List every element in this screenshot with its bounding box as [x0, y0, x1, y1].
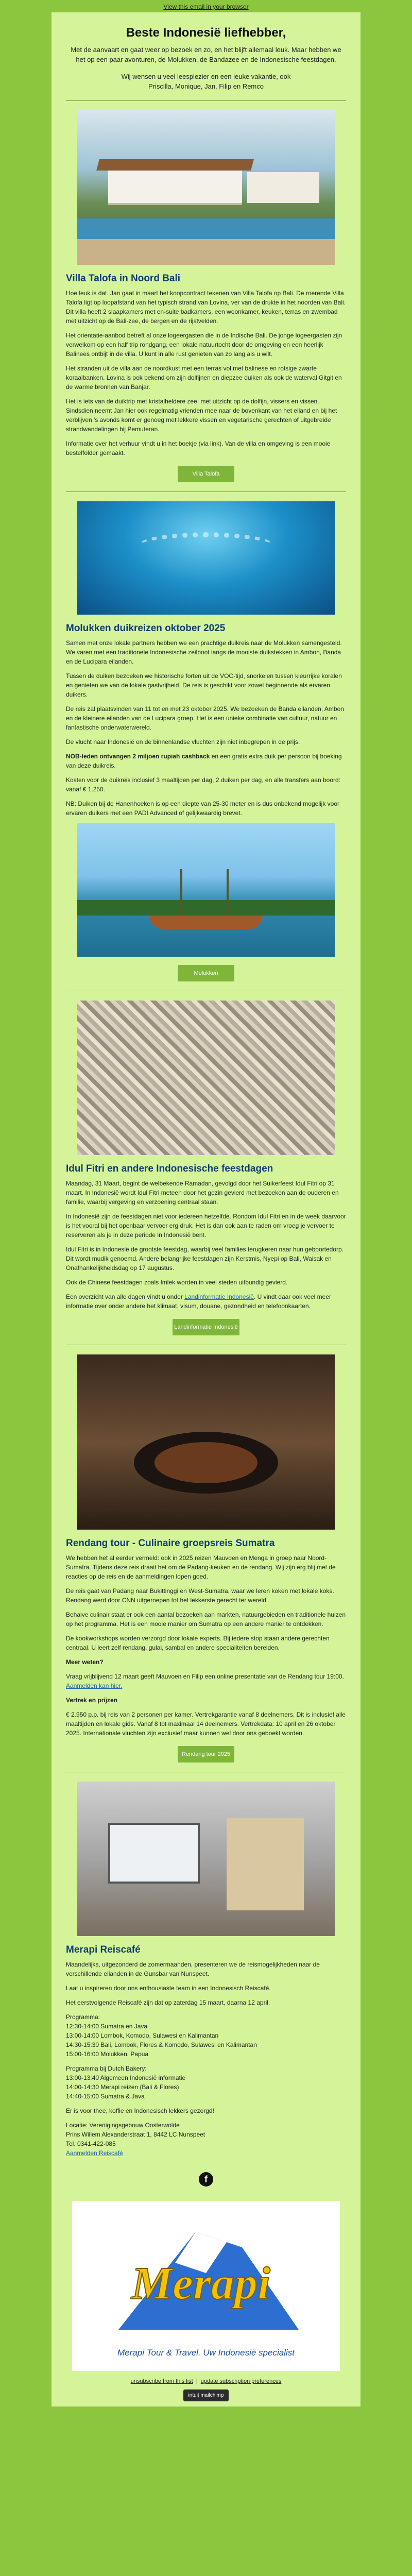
programma-item: 15:00-16:00 Molukken, Papua [66, 2050, 149, 2058]
villa-paragraph: Informatie over het verhuur vindt u in het boekje (via link). Van de villa en omgeving is een mooie bestelfolder gemaakt. [66, 440, 331, 457]
molukken-title: Molukken duikreizen oktober 2025 [66, 623, 226, 634]
top-bar [0, 0, 412, 12]
aanmelden-link[interactable]: Aanmelden kan hier. [66, 1682, 123, 1690]
rendang-paragraph: De reis gaat van Padang naar Bukittinggi en West-Sumatra, waar we leren koken met lokale koks. Rendang werd door CNN uitgeroepen tot het lekkerste gerecht ter wereld. [66, 1587, 334, 1604]
rendang-paragraph: De kookworkshops worden verzorgd door lokale experts. Bij iedere stop staan andere gerechten centraal. U leert zelf rendang, gulai, sambal en andere specialiteiten bereiden. [66, 1635, 330, 1652]
aanmelden-reiscafe-link[interactable]: Aanmelden Reiscafé [66, 2149, 123, 2157]
merapi-logo [72, 2201, 340, 2371]
programma-item: 13:00-14:00 Lombok, Komodo, Sulawesi en Kalimantan [66, 2032, 219, 2040]
rendang-button[interactable]: Rendang tour 2025 [178, 1746, 234, 1762]
svg-text:Merapi: Merapi [131, 2258, 270, 2310]
rendang-paragraph [66, 1672, 346, 1690]
rendang-title: Rendang tour - Culinaire groepsreis Sumatra [66, 1538, 275, 1549]
idul-paragraph: In Indonesië zijn de feestdagen niet voor iedereen hetzelfde. Rondom Idul Fitri en in de week daarvoor is het vooral bij het openbaar vervoer erg druk. Het is dan ook aan te raden om vroeg je vervoer te reserveren als je in deze periode in Indonesië bent. [66, 1213, 346, 1239]
programma-item: 12:30-14:00 Sumatra en Java [66, 2023, 148, 2030]
meer-weten-text: Vraag vrijblijvend 12 maart geeft Mauvoen en Filip een online presentatie van de Rendang tour 19:00. [66, 1673, 344, 1681]
landinformatie-button[interactable]: Landinformatie Indonesië [173, 1319, 239, 1335]
molukken-paragraph: Samen met onze lokale partners hebben we een prachtige duikreis naar de Molukken samengesteld. We varen met een traditionele Indonesische zeilboot langs de mooiste duikstekken in Ambon, Banda en de Lucipara eilanden. [66, 639, 342, 666]
email-container [52, 12, 360, 2406]
molukken-paragraph: Tussen de duiken bezoeken we historische forten uit de VOC-tijd, snorkelen tussen kleurrijke koralen en genieten we van de lokale gastvrijheid. De reis is geschikt voor zowel beginnende als ervaren duikers. [66, 672, 342, 699]
reiscafe-paragraph: Er is voor thee, koffie en Indonesisch lekkers gezorgd! [66, 2107, 214, 2115]
programma-item: 14:30-15:30 Bali, Lombok, Flores & Komodo, Sulawesi en Kalimantan [66, 2041, 257, 2049]
divider [66, 100, 346, 101]
meer-weten-heading: Meer weten? [66, 1658, 104, 1666]
reiscafe-paragraph: Laat u inspireren door ons enthousiaste team in een Indonesisch Reiscafé. [66, 1985, 271, 1992]
facebook-icon[interactable]: f [199, 2172, 213, 2187]
villa-photo [77, 110, 335, 265]
signature [66, 72, 346, 92]
rendang-subhead [66, 1696, 346, 1705]
locatie-phone: Tel. 0341-422-085 [66, 2140, 116, 2148]
crowd-photo [77, 1001, 335, 1155]
idul-paragraph: Idul Fitri is in Indonesië de grootste feestdag, waarbij veel families terugkeren naar hun geboortedorp. Dit wordt mudik genoemd. Andere belangrijke feestdagen zijn Kerstmis, Nyepi op Bali, Waisak en Onafhankelijkheidsdag op 17 augustus. [66, 1246, 344, 1272]
villa-button[interactable]: Villa Talofa [178, 466, 234, 482]
idul-paragraph: Ook de Chinese feestdagen zoals Imlek worden in veel steden uitbundig gevierd. [66, 1279, 288, 1286]
landinformatie-link[interactable]: Landinformatie Indonesië [184, 1293, 254, 1301]
mailchimp-brand [52, 2389, 360, 2406]
reiscafe-title: Merapi Reiscafé [66, 1944, 141, 1956]
programma2-list [66, 2064, 346, 2101]
view-in-browser-link[interactable]: View this email in your browser [163, 3, 249, 10]
greeting-title: Beste Indonesië liefhebber, [126, 26, 286, 40]
idul-paragraph [66, 1292, 346, 1311]
villa-paragraph: Het is iets van de duiktrip met kristalheldere zee, met uitzicht op de dolfijn, vissers en vissen. Sindsdien neemt Jan hier ook regelmatig vrienden mee naar de bovenkant van het eiland en bij het verblijven 's avonds komt er genoeg met lekkere vissen en vegetarische gerechten of uitgebreide strandwandelingen bij Pemuteran. [66, 398, 337, 433]
rendang-paragraph: € 2.950 p.p. bij reis van 2 personen per kamer. Vertrekgarantie vanaf 8 deelnemers. Dit is inclusief alle maaltijden en lokale gids. Vanaf 8 tot maximaal 14 deelnemers. Vertrekdata: 10 april en 26 oktober 2025. Internationale vluchten zijn exclusief maar kunnen wel door ons geboekt worden. [66, 1711, 346, 1737]
rendang-subhead [66, 1657, 346, 1667]
molukken-paragraph [66, 752, 346, 770]
cooking-photo [77, 1354, 335, 1530]
programma-list [66, 2012, 346, 2059]
molukken-paragraph: De reis zal plaatsvinden van 11 tot en met 23 oktober 2025. We bezoeken de Banda eilanden, Ambon en de kleinere eilanden van de Lucipara groep. Het is een unieke combinatie van cultuur, natuur en fantastische onderwaterwereld. [66, 705, 344, 732]
molukken-paragraph: De vlucht naar Indonesië en de binnenlandse vluchten zijn niet inbegrepen in de prijs. [66, 738, 300, 746]
rendang-paragraph: We hebben het al eerder vermeld: ook in 2025 reizen Mauvoen en Menga in groep naar Noord-Sumatra. Tijdens deze reis draait het om de Padang-keuken en de rendang. Wij zijn erg blij met de reacties op de reis en de aanmeldingen lopen goed. [66, 1554, 336, 1581]
nob-rest: en een gratis extra duik per persoon bij boeking van deze duikreis. [66, 753, 342, 770]
intro-text: Met de aanvaart en gaat weer op bezoek en zo, en het blijft allemaal leuk. Maar hebben we het op een paar avonturen, de Molukken, de Bandazee en de Indonesische feestdagen. [71, 46, 341, 63]
molukken-paragraph: NB: Duiken bij de Hanenhoeken is op een diepte van 25-30 meter en is dus onbekend mogelijk voor ervaren duikers met een PADI Advanced of gelijkwaardig brevet. [66, 800, 339, 817]
reiscafe-paragraph: Het eerstvolgende Reiscafé zijn dat op zaterdag 15 maart, daarna 12 april. [66, 1999, 270, 2007]
locatie-address: Prins Willem Alexanderstraat 1, 8442 LC Nunspeet [66, 2131, 205, 2139]
molukken-paragraph: Kosten voor de duikreis inclusief 3 maaltijden per dag, 2 duiken per dag, en alle transfers aan boord: vanaf € 1.250. [66, 776, 340, 793]
prijs-heading: Vertrek en prijzen [66, 1697, 118, 1704]
villa-paragraph: Hoe leuk is dat. Jan gaat in maart het koopcontract tekenen van Villa Talofa op Bali. De roerende Villa Talofa ligt op loopafstand van het typisch strand van Lovina, ver van de drukte in het noorden van Bali. Dit villa heeft 2 slaapkamers met en-suite badkamers, een woonkamer, keuken, terras en zwembad met uitzicht op de Bali-zee, de bergen en de rijstvelden. [66, 290, 346, 325]
social-bar [52, 2163, 360, 2196]
svg-text:Merapi Tour & Travel. Uw Indon: Merapi Tour & Travel. Uw Indonesië specialist [117, 2348, 295, 2358]
villa-title: Villa Talofa in Noord Bali [66, 273, 181, 284]
idul-title: Idul Fitri en andere Indonesische feestdagen [66, 1163, 273, 1175]
preferences-link[interactable]: update subscription preferences [200, 2378, 282, 2385]
reiscafe-paragraph: Maandelijks, uitgezonderd de zomermaanden, presenteren we de reismogelijkheden naar de verschillende eilanden in de Gunsbar van Nunspeet. [66, 1961, 320, 1978]
locatie-heading: Locatie: Verenigingsgebouw Oosterwolde [66, 2122, 180, 2129]
sailboat-photo [77, 823, 335, 957]
underwater-fish-photo [77, 501, 335, 615]
programma2-heading: Programma bij Dutch Bakery: [66, 2065, 147, 2073]
programma2-item: 14:40-15:00 Sumatra & Java [66, 2093, 145, 2100]
idul-post: . U vindt daar ook veel meer informatie over onder andere het klimaat, visum, douane, gezondheid en telefoonkaarten. [66, 1293, 331, 1310]
reiscafe-photo [77, 1782, 335, 1936]
locatie-block [66, 2121, 346, 2158]
merapi-logo-graphic [72, 2201, 340, 2371]
villa-paragraph: Het stranden uit de villa aan de noordkust met een terras vol met balinese en rotsige zwarte koraalbanken. Lovina is ook bekend om zijn dolfijnen en diepzee duiken als ook de waterval Gitgit en de warme bronnen van Banjar. [66, 365, 342, 391]
villa-paragraph: Het orientatie-aanbod betreft al onze logeergasten die in de Indische Bali. De jonge logeergasten zijn verwelkom op een half trip rondgang, een lokale natuurtocht door de omgeving en een heerlijk Balinees ontbijt in de villa. U kunt in alle rust genieten van zo lang als u wilt. [66, 332, 342, 358]
nob-bold: NOB-leden ontvangen 2 miljoen rupiah cashback [66, 753, 210, 760]
idul-pre: Een overzicht van alle dagen vindt u onder [66, 1293, 185, 1301]
programma2-item: 13:00-13:40 Algemeen Indonesië informatie [66, 2074, 186, 2082]
unsubscribe-link[interactable]: unsubscribe from this list [130, 2378, 193, 2385]
sig-line-1: Wij wensen u veel leesplezier en een leuke vakantie, ook [121, 72, 291, 80]
mailchimp-badge[interactable]: intuit mailchimp [183, 2389, 229, 2401]
sig-line-2: Priscilla, Monique, Jan, Filip en Remco [148, 82, 264, 90]
molukken-button[interactable]: Molukken [178, 965, 234, 981]
footer: unsubscribe from this list | update subscription preferences [130, 2378, 282, 2385]
programma2-item: 14:00-14:30 Merapi reizen (Bali & Flores) [66, 2083, 179, 2091]
programma-heading: Programma: [66, 2013, 100, 2021]
rendang-paragraph: Behalve culinair staat er ook een aantal bezoeken aan markten, natuurgebieden en traditionele huizen op het programma. Het is een mooie manier om Sumatra op een andere manier te ontdekken. [66, 1611, 346, 1628]
idul-paragraph: Maandag, 31 Maart, begint de welbekende Ramadan, gevolgd door het Suikerfeest Idul Fitri op 31 maart. In Indonesië wordt Idul Fitri meteen door het gezin gevierd met bezoeken aan de ouderen en familie, waarbij vergeving en verzoening centraal staan. [66, 1180, 339, 1206]
